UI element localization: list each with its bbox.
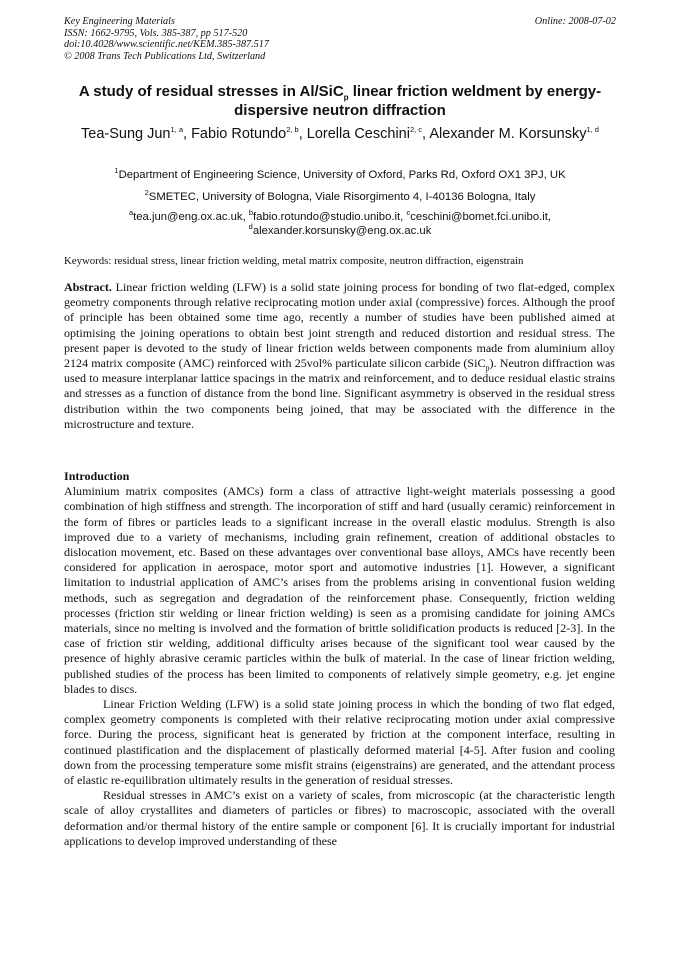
- author-affil-mark: 1, d: [586, 125, 599, 135]
- title-part-2: linear friction weldment by energy-dispersive neutron diffraction: [234, 83, 602, 119]
- affiliation-1: [64, 168, 616, 182]
- title-part-1: A study of residual stresses in Al/SiC: [78, 83, 344, 100]
- author-name: Tea-Sung Jun: [81, 126, 171, 142]
- copyright-line: © 2008 Trans Tech Publications Ltd, Switzerland: [64, 50, 266, 62]
- author-emails: [64, 210, 616, 238]
- email-mark: c: [406, 208, 411, 218]
- journal-name: Key Engineering Materials: [64, 16, 175, 27]
- affiliation-text: SMETEC, University of Bologna, Viale Risorgimento 4, I-40136 Bologna, Italy: [148, 191, 536, 203]
- online-date: Online: 2008-07-02: [534, 16, 616, 27]
- author-affil-mark: 2, b: [286, 125, 299, 135]
- abstract-subscript: p: [485, 363, 490, 373]
- abstract-text: Linear friction welding (LFW) is a solid state joining process for bonding of two flat-edged, complex geometry components through relative reciprocating motion under axial (compressive) forces. Although the proof of principle has been obtained some time ago, recently a number of studies have been published aimed at optimising the joining operations to obtain best joint strength and reduced distortion and residual stress. The present paper is devoted to the study of linear friction welds between components made from aluminium alloy 2124 matrix composite (AMC) reinforced with 25vol% particulate silicon carbide (SiC: [64, 280, 615, 371]
- abstract: [64, 280, 615, 432]
- author-separator: ,: [422, 126, 430, 142]
- email-mark: d: [248, 222, 253, 232]
- author-name: Lorella Ceschini: [306, 126, 410, 142]
- introduction-section: [64, 469, 615, 849]
- introduction-heading: Introduction: [64, 469, 130, 483]
- affiliation-mark: 2: [144, 188, 149, 198]
- introduction-paragraph-1: Aluminium matrix composites (AMCs) form a class of attractive light-weight materials possessing a good combination of high stiffness and strength. The incorporation of stiff and hard (usually ceramic) reinforcement in the form of fibres or particles leads to a significant increase in the overall elastic modulus. Strength is also improved due to a variety of mechanisms, including grain refinement, creation of additional obstacles to dislocation movement, etc. Based on these advantages over conventional base alloys, AMCs have recently been considered for application in aerospace, motor sport and automotive industries [1]. However, a significant limitation to industrial application of AMC’s arises from the problems arising in conventional fusion welding methods, such as segregation and degradation of the reinforcement phase. Consequently, friction welding processes (friction stir welding or linear friction welding) is seen as a promising candidate for joining AMCs materials, since no melting is involved and the formation of brittle solidification products is reduced [2-3]. In the case of friction stir welding, additional difficulty arises because of the significant tool wear caused by the presence of highly abrasive ceramic particles within the bulk of material. In the case of linear friction welding, published studies of the process has been limited to components of relatively simple geometry, e.g. jet engine blades to discs.: [64, 484, 615, 696]
- author-separator: ,: [298, 126, 307, 142]
- journal-header: [64, 16, 616, 62]
- affiliation-2: [64, 190, 616, 204]
- issn-line: ISSN: 1662-9795, Vols. 385-387, pp 517-520: [64, 27, 248, 39]
- email-mark: a: [128, 208, 134, 218]
- keywords-line: Keywords: residual stress, linear friction welding, metal matrix composite, neutron diffraction, eigenstrain: [64, 255, 524, 267]
- paper-title: [64, 82, 616, 120]
- author-separator: ,: [183, 126, 192, 142]
- introduction-paragraph-2: Linear Friction Welding (LFW) is a solid state joining process in which the bonding of two flat edged, complex geometry components is completed with their relative reciprocating motion under axial compressive force. During the process, significant heat is generated by friction at the component interface, resulting in continued plastification and the displacement of plastically deformed material [4-5]. After fusion and cooling down from the processing temperature some misfit strains (eigenstrains) are generated, and the attendant process of elastic re-equilibration ultimately results in the generation of residual stresses.: [64, 697, 615, 788]
- introduction-paragraph-3: Residual stresses in AMC’s exist on a variety of scales, from microscopic (at the characteristic length scale of alloy crystallites and diameters of particles or fibres) to macroscopic, associated with the overall deformation and/or thermal history of the entire sample or component [6]. It is crucially important for industrial applications to develop improved understanding of these: [64, 788, 615, 848]
- email-link[interactable]: alexander.korsunsky@eng.ox.ac.uk: [252, 225, 432, 237]
- email-link[interactable]: fabio.rotundo@studio.unibo.it,: [253, 211, 407, 223]
- author-name: Fabio Rotundo: [191, 126, 287, 142]
- author-name: Alexander M. Korsunsky: [429, 126, 587, 142]
- email-mark: b: [248, 208, 254, 218]
- affiliation-mark: 1: [114, 166, 119, 176]
- abstract-text-continued: ). Neutron diffraction was used to measure interplanar lattice spacings in the matrix and reinforcement, and to deduce residual elastic strains and stresses as a function of distance from the bond line. Significant asymmetry is observed in the residual stress distribution within the two components being joined, that may be associated with the difference in the microstructure and texture.: [64, 356, 615, 431]
- title-subscript: p: [343, 93, 349, 102]
- doi-line: doi:10.4028/www.scientific.net/KEM.385-387.517: [64, 39, 269, 50]
- affiliation-text: Department of Engineering Science, University of Oxford, Parks Rd, Oxford OX1 3PJ, UK: [118, 169, 566, 181]
- author-list: [64, 125, 616, 144]
- author-affil-mark: 1, a: [170, 125, 184, 135]
- email-link[interactable]: tea.jun@eng.ox.ac.uk,: [133, 211, 249, 223]
- author-affil-mark: 2, c: [409, 125, 423, 135]
- email-link[interactable]: ceschini@bomet.fci.unibo.it,: [410, 211, 552, 223]
- abstract-label: Abstract.: [64, 280, 112, 294]
